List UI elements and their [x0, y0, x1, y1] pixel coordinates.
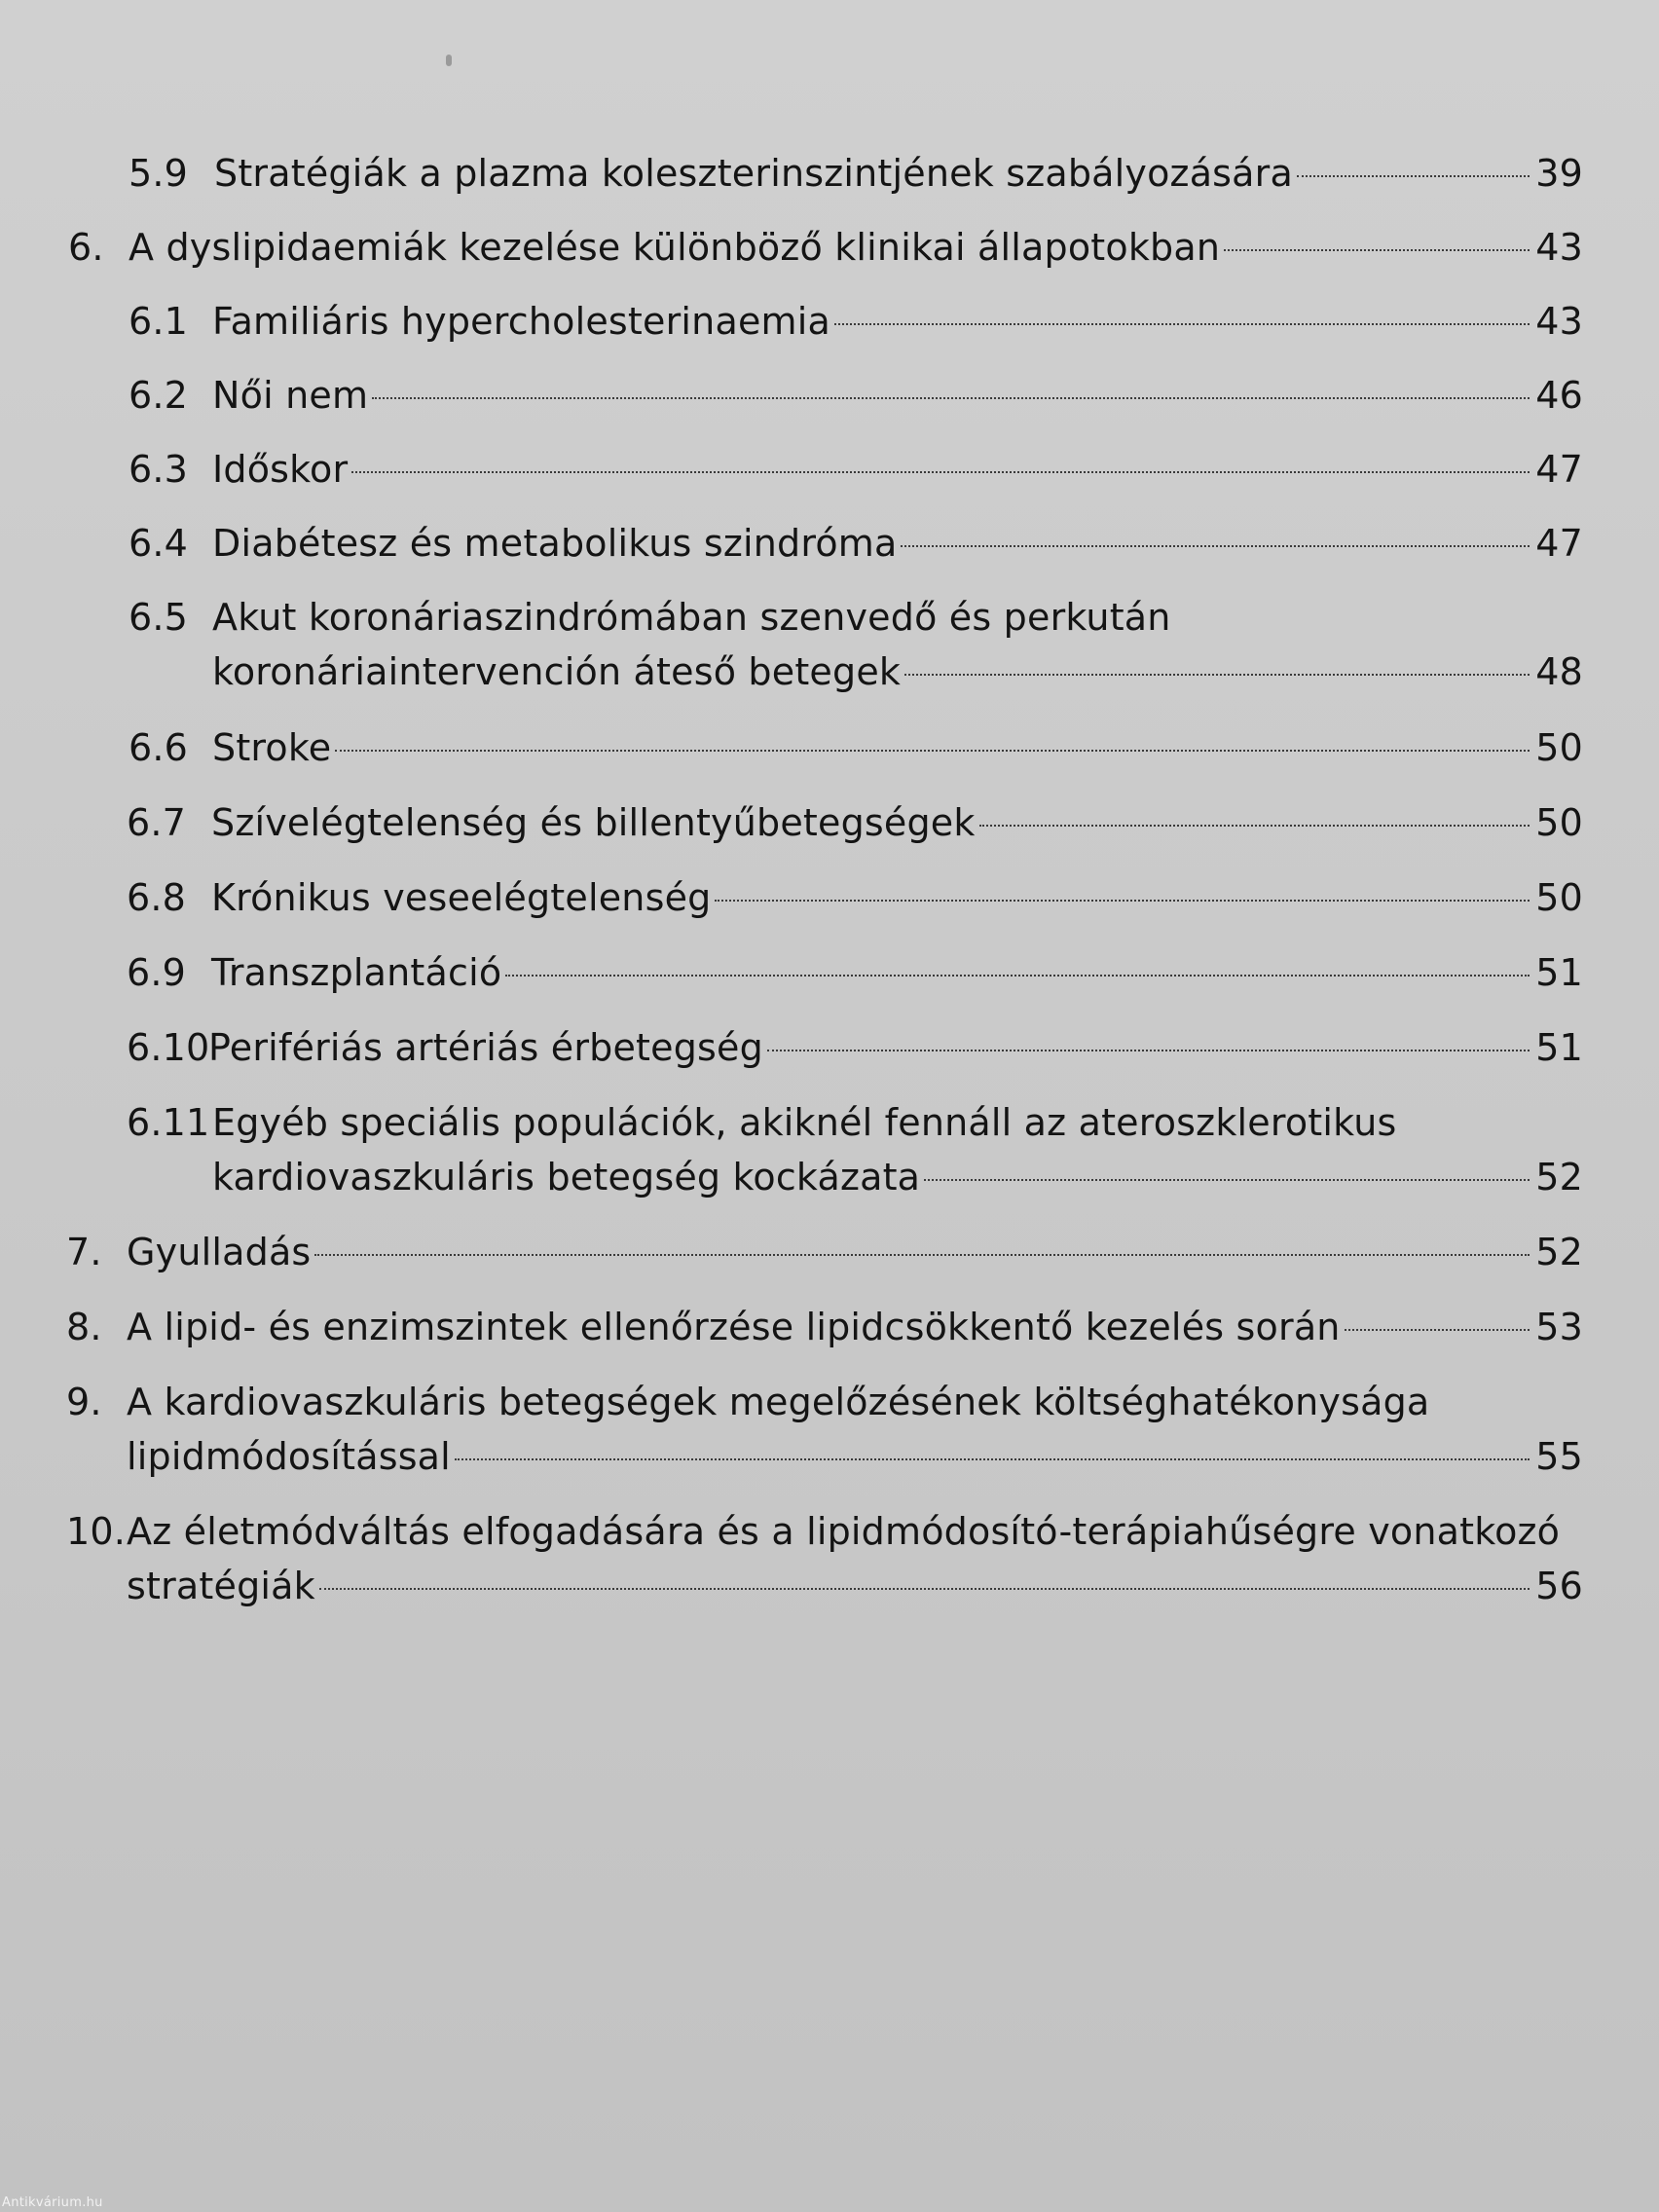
toc-entry-page-number: 47	[1535, 522, 1583, 565]
dot-leader	[1224, 249, 1530, 251]
toc-entry-line	[212, 645, 1583, 699]
toc-entry-page-number: 43	[1535, 226, 1583, 269]
toc-entry-line	[212, 720, 1583, 775]
toc-entry-line	[129, 220, 1583, 275]
dot-leader	[505, 975, 1530, 977]
dot-leader	[455, 1458, 1530, 1460]
toc-entry-number: 6.4	[129, 522, 189, 565]
toc-entry-title: lipidmódosítással	[127, 1435, 451, 1478]
dot-leader	[979, 825, 1530, 827]
toc-entry-page-number: 51	[1535, 1026, 1583, 1069]
toc-entry-line	[211, 945, 1583, 1000]
dot-leader	[715, 900, 1530, 902]
toc-entry-line	[127, 1300, 1583, 1354]
toc-entry-number: 5.9	[129, 152, 189, 195]
toc-entry-title: Szívelégtelenség és billentyűbetegségek	[211, 801, 976, 844]
toc-entry-line	[127, 1225, 1583, 1279]
toc-entry-title: Perifériás artériás érbetegség	[208, 1026, 763, 1069]
toc-entry-line	[208, 1020, 1583, 1075]
dot-leader	[1297, 175, 1530, 177]
toc-entry-page-number: 52	[1535, 1231, 1583, 1273]
toc-entry-title: A kardiovaszkuláris betegségek megelőzésének költséghatékonysága	[127, 1381, 1430, 1423]
watermark: Antikvárium.hu	[2, 2195, 103, 2210]
toc-entry-page-number: 50	[1535, 876, 1583, 919]
toc-entry-title: stratégiák	[127, 1565, 315, 1607]
dot-leader	[924, 1179, 1530, 1181]
toc-entry-title: Akut koronáriaszindrómában szenvedő és perkután	[212, 596, 1171, 639]
dot-leader	[901, 545, 1530, 547]
toc-entry-number: 6.	[68, 226, 104, 269]
toc-entry-line	[212, 1150, 1583, 1204]
toc-entry-number: 6.10	[127, 1026, 210, 1069]
toc-entry-title: Időskor	[212, 448, 349, 491]
toc-entry-line	[212, 1095, 1583, 1150]
toc-entry-number: 6.11	[127, 1101, 210, 1144]
toc-entry-number: 6.7	[127, 801, 187, 844]
toc-entry-title: kardiovaszkuláris betegség kockázata	[212, 1156, 921, 1198]
toc-entry-page-number: 56	[1535, 1565, 1583, 1607]
toc-entry-line	[212, 368, 1583, 423]
dot-leader	[904, 674, 1530, 676]
toc-entry-page-number: 43	[1535, 300, 1583, 343]
toc-entry-line	[212, 442, 1583, 497]
toc-entry-page-number: 50	[1535, 726, 1583, 769]
toc-entry-line	[127, 1504, 1583, 1559]
toc-entry-line	[212, 294, 1583, 349]
dot-leader	[372, 397, 1530, 399]
toc-entry-number: 6.9	[127, 951, 187, 994]
toc-entry-number: 9.	[66, 1381, 102, 1423]
paper-speck	[446, 55, 452, 66]
dot-leader	[314, 1254, 1530, 1256]
toc-entry-page-number: 50	[1535, 801, 1583, 844]
toc-entry-line	[127, 1559, 1583, 1613]
toc-entry-title: koronáriaintervención áteső betegek	[212, 650, 902, 693]
dot-leader	[335, 750, 1530, 752]
toc-entry-title: Stroke	[212, 726, 332, 769]
toc-entry-line	[127, 1429, 1583, 1484]
toc-entry-page-number: 46	[1535, 374, 1583, 417]
toc-entry-page-number: 39	[1535, 152, 1583, 195]
toc-entry-line	[127, 1375, 1583, 1429]
toc-entry-line	[211, 795, 1583, 850]
toc-entry-title: Női nem	[212, 374, 369, 417]
toc-entry-number: 6.5	[129, 596, 189, 639]
toc-entry-line	[214, 146, 1583, 201]
toc-entry-title: A dyslipidaemiák kezelése különböző klinikai állapotokban	[129, 226, 1221, 269]
toc-entry-number: 6.1	[129, 300, 189, 343]
toc-entry-page-number: 55	[1535, 1435, 1583, 1478]
toc-entry-title: Krónikus veseelégtelenség	[211, 876, 712, 919]
toc-entry-title: Egyéb speciális populációk, akiknél fennáll az ateroszklerotikus	[212, 1101, 1397, 1144]
toc-entry-page-number: 51	[1535, 951, 1583, 994]
toc-entry-title: Stratégiák a plazma koleszterinszintjének szabályozására	[214, 152, 1293, 195]
toc-entry-number: 6.2	[129, 374, 189, 417]
toc-entry-number: 10.	[66, 1510, 127, 1553]
toc-entry-line	[212, 590, 1583, 645]
dot-leader	[319, 1588, 1530, 1590]
toc-entry-title: Diabétesz és metabolikus szindróma	[212, 522, 898, 565]
toc-entry-number: 8.	[66, 1306, 102, 1348]
toc-entry-number: 7.	[66, 1231, 102, 1273]
dot-leader	[351, 471, 1530, 473]
toc-entry-number: 6.6	[129, 726, 189, 769]
dot-leader	[834, 323, 1530, 325]
toc-entry-title: Familiáris hypercholesterinaemia	[212, 300, 830, 343]
toc-entry-page-number: 47	[1535, 448, 1583, 491]
toc-entry-page-number: 53	[1535, 1306, 1583, 1348]
dot-leader	[767, 1050, 1530, 1051]
toc-entry-page-number: 52	[1535, 1156, 1583, 1198]
toc-entry-line	[212, 516, 1583, 571]
toc-entry-line	[211, 870, 1583, 925]
toc-entry-number: 6.3	[129, 448, 189, 491]
toc-entry-title: Transzplantáció	[211, 951, 502, 994]
toc-entry-number: 6.8	[127, 876, 187, 919]
dot-leader	[1345, 1329, 1530, 1331]
toc-entry-page-number: 48	[1535, 650, 1583, 693]
toc-entry-title: A lipid- és enzimszintek ellenőrzése lipidcsökkentő kezelés során	[127, 1306, 1341, 1348]
toc-entry-title: Az életmódváltás elfogadására és a lipidmódosító-terápiahűségre vonatkozó	[127, 1510, 1561, 1553]
toc-entry-title: Gyulladás	[127, 1231, 312, 1273]
